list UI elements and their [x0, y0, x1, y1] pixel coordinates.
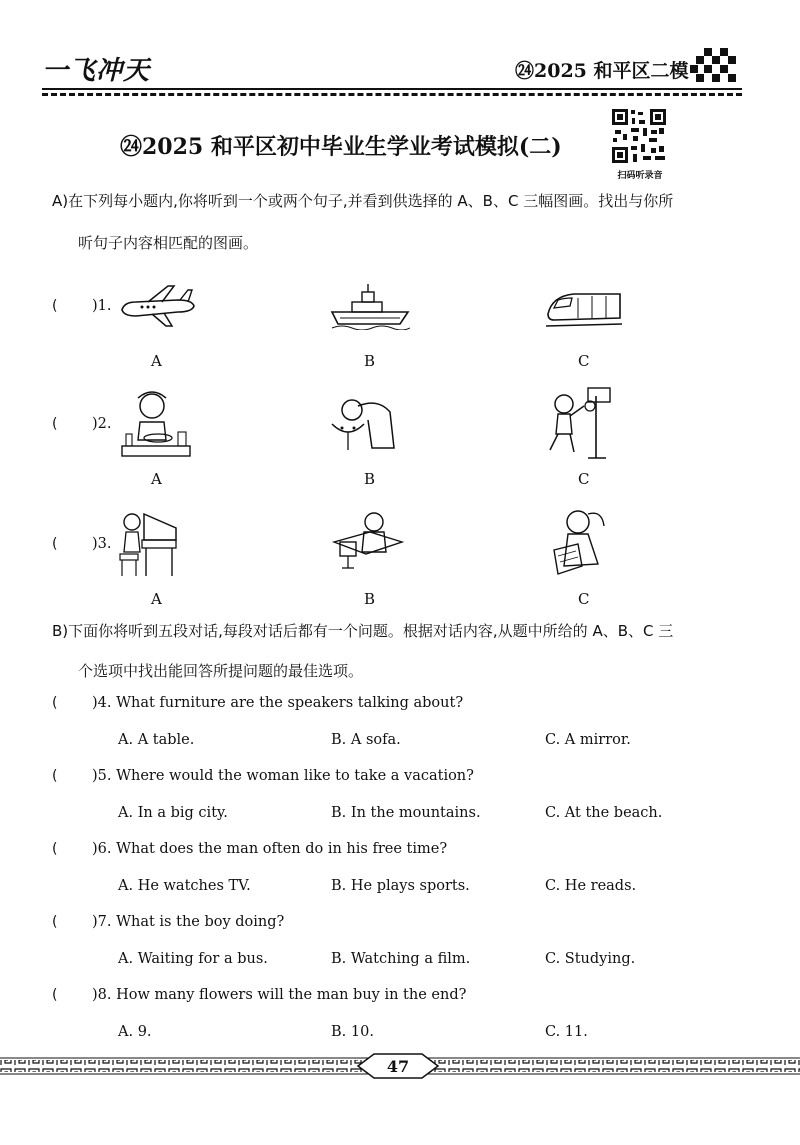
option-label-b: B — [364, 590, 376, 608]
answer-paren[interactable]: ( — [52, 536, 58, 552]
question-text: )8. How many flowers will the man buy in the end? — [92, 987, 467, 1003]
option-b: B. A sofa. — [331, 732, 401, 748]
question-number: )1. — [92, 298, 112, 314]
option-c: C. 11. — [545, 1024, 588, 1040]
answer-paren[interactable]: ( — [52, 914, 58, 930]
question-text: )5. Where would the woman like to take a vacation? — [92, 768, 474, 784]
brand-logo: 一飞冲天 — [42, 56, 151, 86]
option-label-b: B — [364, 352, 376, 370]
header-dashed-rule — [42, 93, 742, 96]
basketball-icon — [544, 384, 620, 460]
option-a: A. 9. — [118, 1024, 152, 1040]
option-a: A. He watches TV. — [118, 878, 251, 894]
option-c: C. He reads. — [545, 878, 637, 894]
qr-label: 扫码听录音 — [617, 171, 663, 181]
option-c: C. Studying. — [545, 951, 636, 967]
option-b: B. Watching a film. — [331, 951, 471, 967]
answer-paren[interactable]: ( — [52, 987, 58, 1003]
option-a: A. In a big city. — [118, 805, 228, 821]
option-label-a: A — [151, 352, 162, 370]
option-label-c: C — [578, 352, 590, 370]
section-a-instruction-line1: A)在下列每小题内,你将听到一个或两个句子,并看到供选择的 A、B、C 三幅图画。找出与你所 — [52, 192, 674, 210]
reading-girl-icon — [548, 504, 612, 580]
train-icon — [544, 284, 624, 330]
question-text: )4. What furniture are the speakers talking about? — [92, 695, 464, 711]
piano-icon — [116, 504, 182, 580]
page-number-text: 47 — [386, 1057, 410, 1076]
qr-code-icon[interactable] — [611, 108, 667, 164]
page-title: ㉔2025 和平区初中毕业生学业考试模拟(二) — [120, 134, 562, 160]
computer-worker-icon — [330, 506, 406, 576]
airplane-icon — [118, 282, 198, 328]
option-a: A. Waiting for a bus. — [118, 951, 268, 967]
option-a: A. A table. — [118, 732, 195, 748]
option-b: B. 10. — [331, 1024, 374, 1040]
option-b: B. He plays sports. — [331, 878, 470, 894]
answer-paren[interactable]: ( — [52, 416, 58, 432]
section-b-instruction-line2: 个选项中找出能回答所提问题的最佳选项。 — [78, 662, 364, 680]
page-number — [356, 1052, 440, 1080]
answer-paren[interactable]: ( — [52, 298, 58, 314]
section-a-instruction-line2: 听句子内容相匹配的图画。 — [78, 234, 259, 252]
option-label-a: A — [151, 470, 162, 488]
section-b-instruction-line1: B)下面你将听到五段对话,每段对话后都有一个问题。根据对话内容,从题中所给的 A、B、C 三 — [52, 622, 674, 640]
answer-paren[interactable]: ( — [52, 768, 58, 784]
option-label-c: C — [578, 590, 590, 608]
ship-icon — [330, 282, 410, 330]
washing-face-icon — [328, 388, 406, 456]
option-c: C. A mirror. — [545, 732, 631, 748]
question-text: )6. What does the man often do in his free time? — [92, 841, 448, 857]
answer-paren[interactable]: ( — [52, 695, 58, 711]
question-number: )3. — [92, 536, 112, 552]
option-label-a: A — [151, 590, 162, 608]
option-label-c: C — [578, 470, 590, 488]
question-number: )2. — [92, 416, 112, 432]
answer-paren[interactable]: ( — [52, 841, 58, 857]
option-c: C. At the beach. — [545, 805, 663, 821]
option-label-b: B — [364, 470, 376, 488]
question-text: )7. What is the boy doing? — [92, 914, 285, 930]
option-b: B. In the mountains. — [331, 805, 481, 821]
cooking-boy-icon — [118, 384, 194, 460]
paper-tag: ㉔2025 和平区二模 — [515, 60, 689, 82]
header-rule — [42, 88, 742, 90]
checker-decoration — [690, 48, 738, 84]
